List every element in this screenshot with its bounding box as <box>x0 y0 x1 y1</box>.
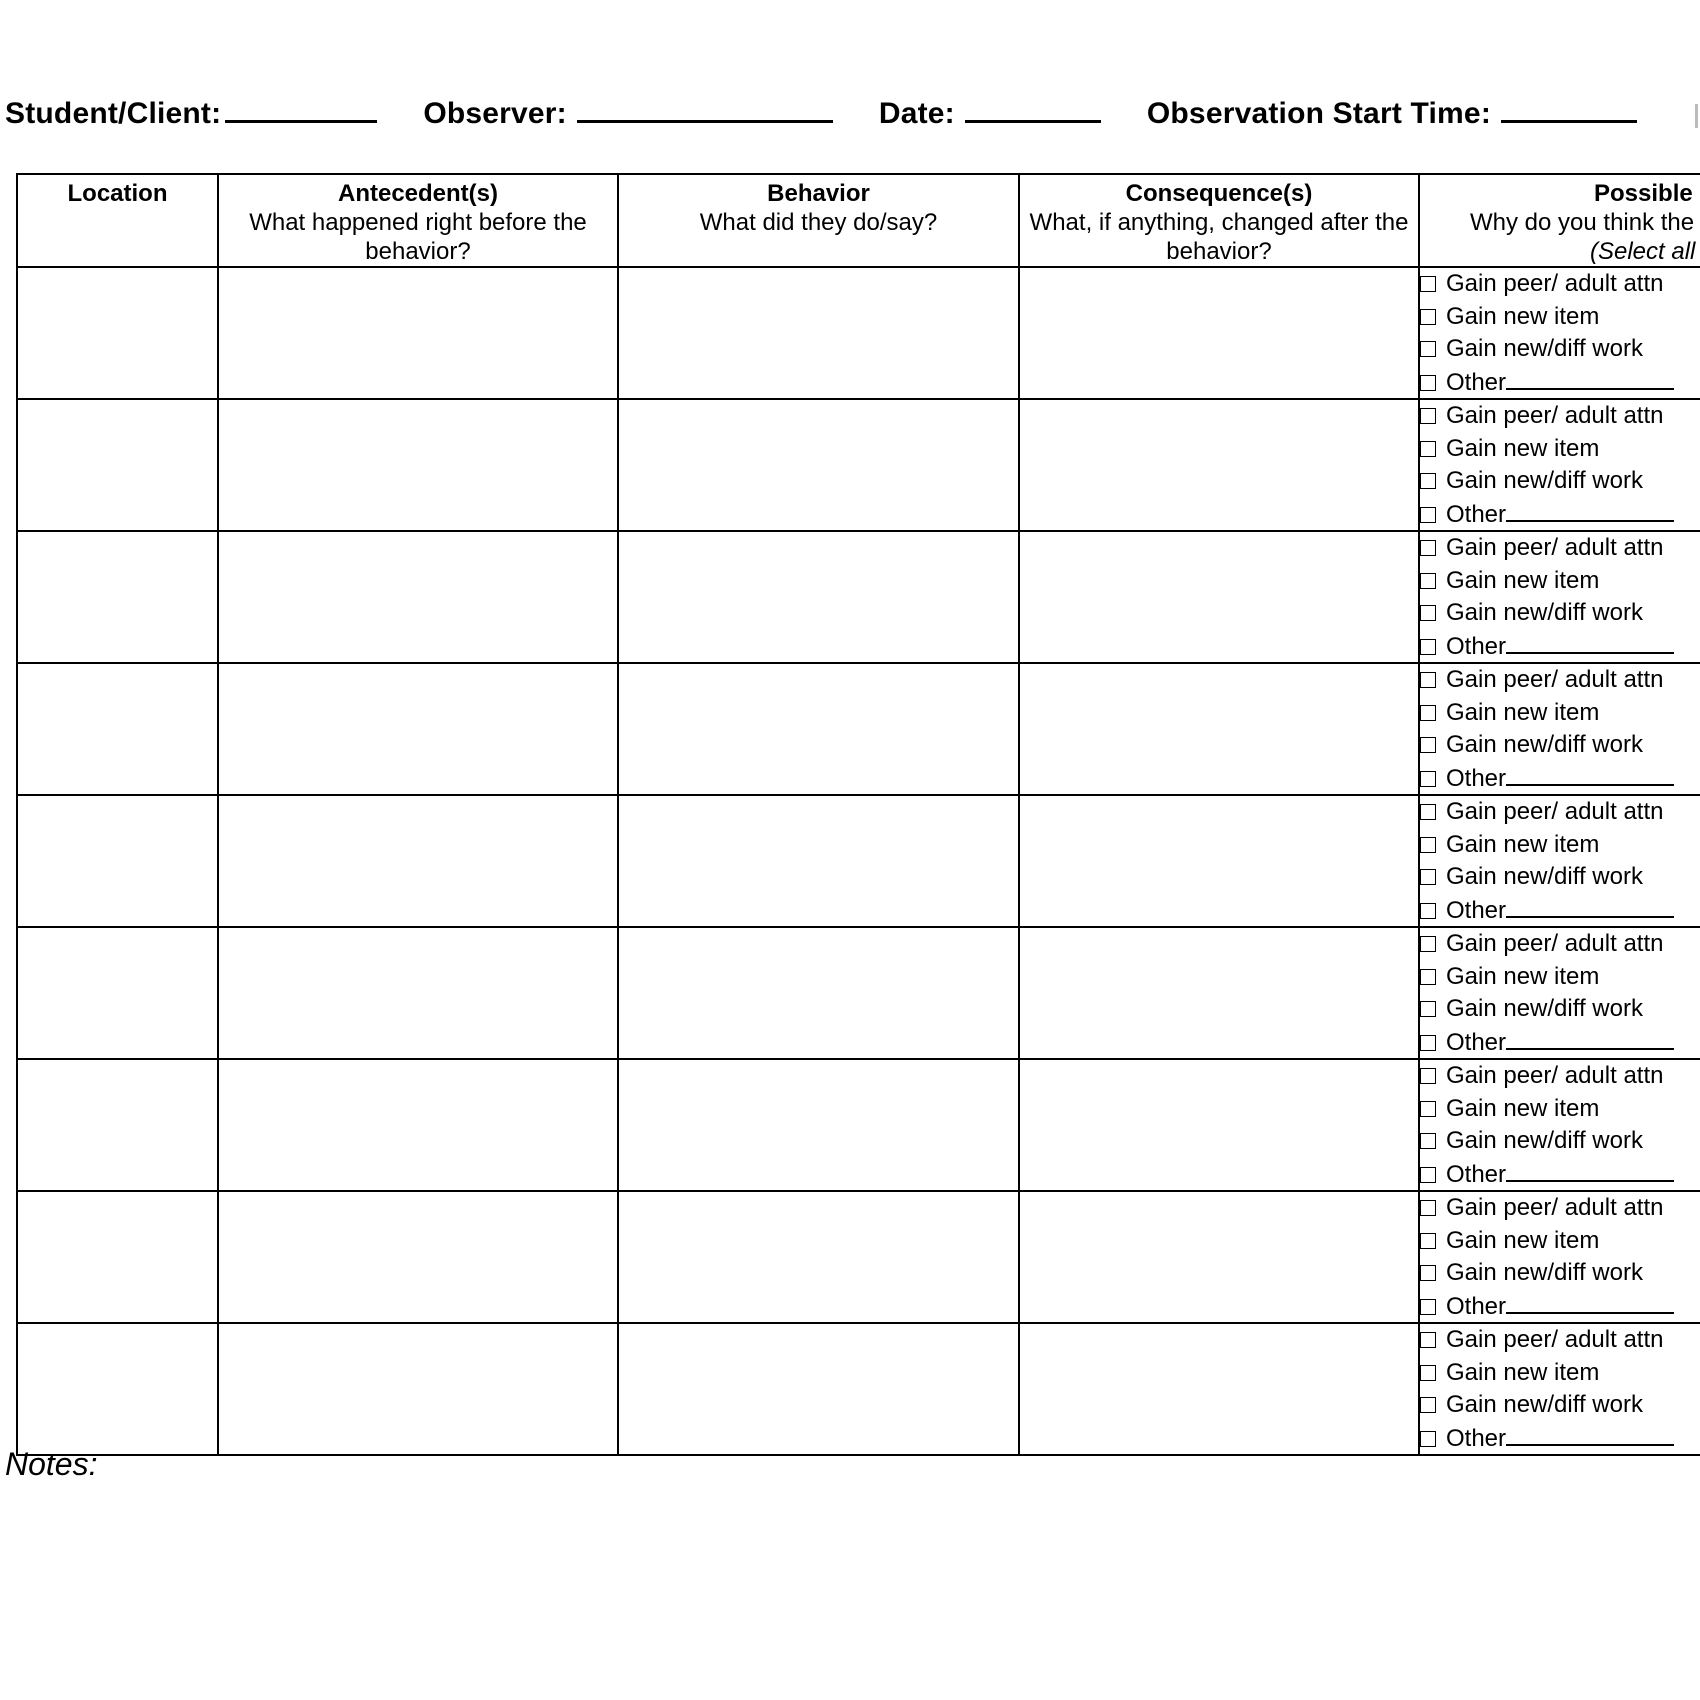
col-subtitle: Why do you think the <box>1470 209 1695 236</box>
table-row <box>17 663 1700 795</box>
checkbox-icon[interactable] <box>1420 672 1436 688</box>
checkbox-icon[interactable] <box>1420 309 1436 325</box>
antecedent-cell[interactable] <box>218 399 618 531</box>
behavior-cell[interactable] <box>618 531 1019 663</box>
checkbox-icon[interactable] <box>1420 1001 1436 1017</box>
table-row <box>17 795 1700 927</box>
student-field[interactable] <box>5 96 377 131</box>
function-option[interactable] <box>1420 433 1700 466</box>
function-option-label: Gain peer/ adult attn <box>1446 798 1664 825</box>
antecedent-cell[interactable] <box>218 1059 618 1191</box>
student-label: Student/Client: <box>5 97 222 130</box>
checkbox-icon[interactable] <box>1420 540 1436 556</box>
function-option[interactable] <box>1420 928 1700 961</box>
checkbox-icon[interactable] <box>1420 771 1436 787</box>
consequence-cell[interactable] <box>1019 399 1419 531</box>
consequence-cell[interactable] <box>1019 1323 1419 1455</box>
function-option-label: Gain new/diff work <box>1446 1127 1643 1154</box>
function-options-cell <box>1419 927 1700 1059</box>
function-option[interactable] <box>1420 1324 1700 1357</box>
checkbox-icon[interactable] <box>1420 869 1436 885</box>
function-option-label: Gain peer/ adult attn <box>1446 270 1664 297</box>
function-option-label: Gain new item <box>1446 830 1600 858</box>
function-option-label: Gain peer/ adult attn <box>1446 666 1664 693</box>
function-option-label: Gain new item <box>1446 962 1600 990</box>
date-label: Date: <box>878 97 955 130</box>
function-option-label: Gain new item <box>1446 566 1600 594</box>
checkbox-icon[interactable] <box>1420 507 1436 523</box>
table-row <box>17 1323 1700 1455</box>
checkbox-icon[interactable] <box>1420 1101 1436 1117</box>
checkbox-icon[interactable] <box>1420 737 1436 753</box>
function-option-label: Other <box>1446 896 1507 924</box>
checkbox-icon[interactable] <box>1420 1133 1436 1149</box>
function-option[interactable] <box>1420 993 1700 1026</box>
table-row <box>17 1191 1700 1323</box>
behavior-cell[interactable] <box>618 1059 1019 1191</box>
function-option-label: Gain peer/ adult attn <box>1446 1062 1664 1089</box>
function-option[interactable] <box>1420 268 1700 301</box>
function-option[interactable] <box>1420 366 1700 399</box>
location-cell[interactable] <box>17 927 218 1059</box>
function-option[interactable] <box>1420 630 1700 663</box>
consequence-cell[interactable] <box>1019 1059 1419 1191</box>
checkbox-icon[interactable] <box>1420 1167 1436 1183</box>
consequence-cell[interactable] <box>1019 1191 1419 1323</box>
function-option-label: Gain new item <box>1446 302 1600 330</box>
function-option[interactable] <box>1420 333 1700 366</box>
function-option[interactable] <box>1420 1026 1700 1059</box>
function-option-label: Gain new/diff work <box>1446 731 1643 758</box>
other-blank[interactable] <box>1506 762 1674 786</box>
cut-off-text-edge <box>1695 104 1700 128</box>
location-cell[interactable] <box>17 1059 218 1191</box>
date-field[interactable] <box>879 96 1101 131</box>
other-blank[interactable] <box>1506 630 1674 654</box>
behavior-cell[interactable] <box>618 267 1019 399</box>
function-option-label: Gain new/diff work <box>1446 1259 1643 1286</box>
col-header-possible-function <box>1419 174 1700 267</box>
function-option-label: Gain new item <box>1446 698 1600 726</box>
other-blank[interactable] <box>1506 498 1674 522</box>
function-options-cell <box>1419 531 1700 663</box>
other-blank[interactable] <box>1506 366 1674 390</box>
checkbox-icon[interactable] <box>1420 375 1436 391</box>
function-option[interactable] <box>1420 1357 1700 1390</box>
table-row <box>17 927 1700 1059</box>
function-option[interactable] <box>1420 498 1700 531</box>
checkbox-icon[interactable] <box>1420 639 1436 655</box>
function-option-label: Other <box>1446 632 1507 660</box>
checkbox-icon[interactable] <box>1420 441 1436 457</box>
function-options-cell <box>1419 663 1700 795</box>
checkbox-icon[interactable] <box>1420 1332 1436 1348</box>
checkbox-icon[interactable] <box>1420 804 1436 820</box>
student-blank[interactable] <box>225 96 377 123</box>
function-options-cell <box>1419 399 1700 531</box>
function-option-label: Gain new/diff work <box>1446 335 1643 362</box>
observer-label: Observer: <box>423 97 567 130</box>
function-option[interactable] <box>1420 1290 1700 1323</box>
checkbox-icon[interactable] <box>1420 969 1436 985</box>
function-option[interactable] <box>1420 1125 1700 1158</box>
function-option[interactable] <box>1420 697 1700 730</box>
function-options-cell <box>1419 1323 1700 1455</box>
checkbox-icon[interactable] <box>1420 605 1436 621</box>
function-option-label: Gain peer/ adult attn <box>1446 402 1664 429</box>
function-option[interactable] <box>1420 762 1700 795</box>
checkbox-icon[interactable] <box>1420 1200 1436 1216</box>
behavior-cell[interactable] <box>618 399 1019 531</box>
function-option[interactable] <box>1420 1225 1700 1258</box>
function-option-label: Other <box>1446 368 1507 396</box>
function-option[interactable] <box>1420 400 1700 433</box>
location-cell[interactable] <box>17 531 218 663</box>
function-option-label: Gain new item <box>1446 434 1600 462</box>
location-cell[interactable] <box>17 1191 218 1323</box>
other-blank[interactable] <box>1506 894 1674 918</box>
function-option-label: Other <box>1446 1160 1507 1188</box>
col-subtitle: What happened right before the behavior? <box>249 209 587 265</box>
checkbox-icon[interactable] <box>1420 1233 1436 1249</box>
checkbox-icon[interactable] <box>1420 1035 1436 1051</box>
function-option[interactable] <box>1420 1060 1700 1093</box>
antecedent-cell[interactable] <box>218 1323 618 1455</box>
checkbox-icon[interactable] <box>1420 573 1436 589</box>
checkbox-icon[interactable] <box>1420 1299 1436 1315</box>
function-options-cell <box>1419 1191 1700 1323</box>
abc-observation-table <box>16 173 1700 1456</box>
function-options-cell <box>1419 1059 1700 1191</box>
consequence-cell[interactable] <box>1019 795 1419 927</box>
function-option-label: Gain peer/ adult attn <box>1446 930 1664 957</box>
function-options-cell <box>1419 795 1700 927</box>
function-option[interactable] <box>1420 597 1700 630</box>
antecedent-cell[interactable] <box>218 531 618 663</box>
behavior-cell[interactable] <box>618 795 1019 927</box>
checkbox-icon[interactable] <box>1420 341 1436 357</box>
function-option[interactable] <box>1420 861 1700 894</box>
notes-label: Notes: <box>5 1446 98 1482</box>
antecedent-cell[interactable] <box>218 663 618 795</box>
function-option-label: Gain new item <box>1446 1226 1600 1254</box>
function-option-label: Other <box>1446 1292 1507 1320</box>
function-option[interactable] <box>1420 532 1700 565</box>
start-time-blank[interactable] <box>1501 96 1637 123</box>
function-option[interactable] <box>1420 1093 1700 1126</box>
function-option-label: Gain new/diff work <box>1446 467 1643 494</box>
function-options-cell <box>1419 267 1700 399</box>
checkbox-icon[interactable] <box>1420 1431 1436 1447</box>
consequence-cell[interactable] <box>1019 927 1419 1059</box>
function-option[interactable] <box>1420 729 1700 762</box>
start-time-label: Observation Start Time: <box>1146 97 1492 130</box>
function-option-label: Gain peer/ adult attn <box>1446 534 1664 561</box>
other-blank[interactable] <box>1506 1290 1674 1314</box>
function-option[interactable] <box>1420 1389 1700 1422</box>
antecedent-cell[interactable] <box>218 927 618 1059</box>
function-option[interactable] <box>1420 829 1700 862</box>
checkbox-icon[interactable] <box>1420 936 1436 952</box>
function-option[interactable] <box>1420 961 1700 994</box>
col-header-behavior <box>618 174 1019 267</box>
col-header-consequence <box>1019 174 1419 267</box>
function-option[interactable] <box>1420 301 1700 334</box>
other-blank[interactable] <box>1506 1026 1674 1050</box>
behavior-cell[interactable] <box>618 1191 1019 1323</box>
function-option-label: Gain new/diff work <box>1446 599 1643 626</box>
function-option[interactable] <box>1420 1158 1700 1191</box>
checkbox-icon[interactable] <box>1420 1397 1436 1413</box>
observer-field[interactable] <box>423 96 833 131</box>
function-option-label: Gain new item <box>1446 1094 1600 1122</box>
col-header-location <box>17 174 218 267</box>
location-cell[interactable] <box>17 1323 218 1455</box>
col-subtitle: What did they do/say? <box>699 209 938 236</box>
function-option-label: Gain new/diff work <box>1446 863 1643 890</box>
col-title: Possible <box>1594 180 1693 207</box>
other-blank[interactable] <box>1506 1158 1674 1182</box>
function-option-label: Gain new/diff work <box>1446 1391 1643 1418</box>
function-option[interactable] <box>1420 1257 1700 1290</box>
location-cell[interactable] <box>17 267 218 399</box>
col-note: (Select all <box>1590 238 1696 265</box>
behavior-cell[interactable] <box>618 927 1019 1059</box>
col-title: Behavior <box>767 180 870 207</box>
function-option[interactable] <box>1420 1192 1700 1225</box>
function-option[interactable] <box>1420 1422 1700 1455</box>
checkbox-icon[interactable] <box>1420 473 1436 489</box>
col-title: Location <box>67 180 168 207</box>
antecedent-cell[interactable] <box>218 267 618 399</box>
date-blank[interactable] <box>965 96 1101 123</box>
checkbox-icon[interactable] <box>1420 1365 1436 1381</box>
function-option-label: Other <box>1446 1028 1507 1056</box>
table-row <box>17 1059 1700 1191</box>
checkbox-icon[interactable] <box>1420 837 1436 853</box>
location-cell[interactable] <box>17 399 218 531</box>
function-option-label: Other <box>1446 1424 1507 1452</box>
function-option[interactable] <box>1420 796 1700 829</box>
function-option[interactable] <box>1420 565 1700 598</box>
behavior-cell[interactable] <box>618 1323 1019 1455</box>
col-title: Antecedent(s) <box>337 180 499 207</box>
header-fields <box>5 96 1637 131</box>
observer-blank[interactable] <box>577 96 833 123</box>
behavior-cell[interactable] <box>618 663 1019 795</box>
col-subtitle: What, if anything, changed after the behavior? <box>1029 209 1409 265</box>
consequence-cell[interactable] <box>1019 267 1419 399</box>
table-row <box>17 531 1700 663</box>
function-option[interactable] <box>1420 465 1700 498</box>
start-time-field[interactable] <box>1147 96 1637 131</box>
antecedent-cell[interactable] <box>218 795 618 927</box>
col-header-antecedent <box>218 174 618 267</box>
checkbox-icon[interactable] <box>1420 1265 1436 1281</box>
other-blank[interactable] <box>1506 1422 1674 1446</box>
checkbox-icon[interactable] <box>1420 903 1436 919</box>
consequence-cell[interactable] <box>1019 663 1419 795</box>
antecedent-cell[interactable] <box>218 1191 618 1323</box>
location-cell[interactable] <box>17 663 218 795</box>
location-cell[interactable] <box>17 795 218 927</box>
function-option-label: Other <box>1446 500 1507 528</box>
table-row <box>17 399 1700 531</box>
table-header-row <box>17 174 1700 267</box>
col-title: Consequence(s) <box>1125 180 1313 207</box>
function-option[interactable] <box>1420 894 1700 927</box>
checkbox-icon[interactable] <box>1420 408 1436 424</box>
function-option-label: Other <box>1446 764 1507 792</box>
table-row <box>17 267 1700 399</box>
function-option[interactable] <box>1420 664 1700 697</box>
function-option-label: Gain peer/ adult attn <box>1446 1194 1664 1221</box>
function-option-label: Gain new item <box>1446 1358 1600 1386</box>
checkbox-icon[interactable] <box>1420 1068 1436 1084</box>
function-option-label: Gain new/diff work <box>1446 995 1643 1022</box>
function-option-label: Gain peer/ adult attn <box>1446 1326 1664 1353</box>
checkbox-icon[interactable] <box>1420 276 1436 292</box>
checkbox-icon[interactable] <box>1420 705 1436 721</box>
consequence-cell[interactable] <box>1019 531 1419 663</box>
